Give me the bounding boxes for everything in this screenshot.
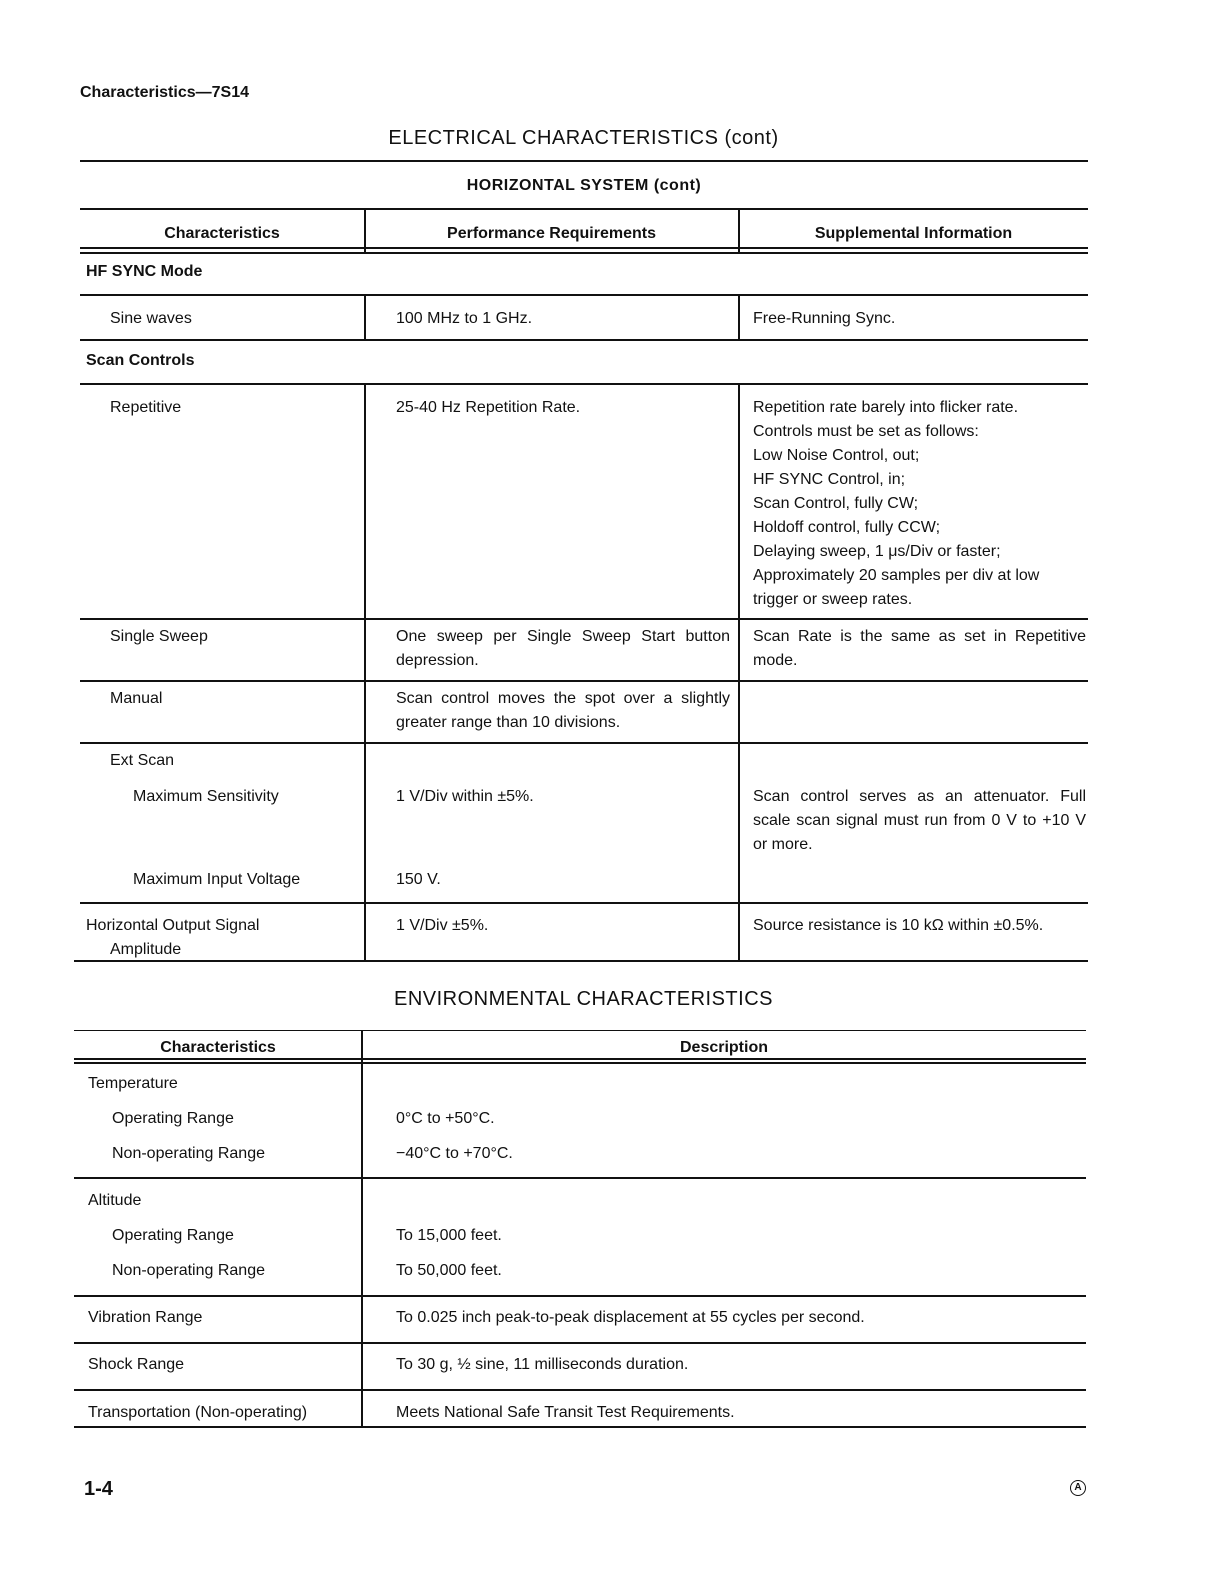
row-max-sensitivity-char: Maximum Sensitivity (133, 788, 279, 805)
transportation-value: Meets National Safe Transit Test Requirements. (396, 1404, 735, 1421)
page-number: 1-4 (84, 1478, 113, 1500)
temperature-label: Temperature (88, 1075, 178, 1092)
column-rule (738, 294, 740, 340)
row-single-sweep-supp: Scan Rate is the same as set in Repetitive mode. (753, 628, 1086, 669)
table-rule (74, 1295, 1086, 1297)
row-sine-waves-perf: 100 MHz to 1 GHz. (396, 310, 533, 327)
table-rule (80, 294, 1088, 296)
row-repetitive-char: Repetitive (110, 399, 182, 416)
row-single-sweep-char: Single Sweep (110, 628, 208, 645)
column-rule (361, 1030, 363, 1427)
column-rule (738, 208, 740, 253)
altitude-nonoperating-value: To 50,000 feet. (396, 1262, 502, 1279)
supp-line: Approximately 20 samples per div at low (753, 567, 1040, 584)
table-rule (80, 618, 1088, 620)
temperature-nonoperating-value: −40°C to +70°C. (396, 1145, 513, 1162)
revision-mark-icon: A (1070, 1480, 1086, 1496)
supp-line: Delaying sweep, 1 μs/Div or faster; (753, 543, 1001, 560)
column-header-characteristics: Characteristics (160, 1039, 276, 1056)
column-header-characteristics: Characteristics (164, 225, 280, 242)
shock-label: Shock Range (88, 1356, 185, 1373)
supp-line: Holdoff control, fully CCW; (753, 519, 941, 536)
temperature-operating-label: Operating Range (112, 1110, 234, 1127)
table-rule (80, 680, 1088, 682)
group-label-scan-controls: Scan Controls (86, 352, 195, 369)
column-header-performance: Performance Requirements (447, 225, 656, 242)
row-max-input-voltage-char: Maximum Input Voltage (133, 871, 301, 888)
column-rule (364, 383, 366, 961)
row-single-sweep-perf: One sweep per Single Sweep Start button depression. (396, 628, 730, 669)
vibration-value: To 0.025 inch peak-to-peak displacement at 55 cycles per second. (396, 1309, 865, 1326)
table-rule (74, 960, 1088, 962)
row-sine-waves-supp: Free-Running Sync. (753, 310, 896, 327)
supp-line: Controls must be set as follows: (753, 423, 979, 440)
table-rule (74, 1058, 1086, 1060)
shock-value: To 30 g, ½ sine, 11 milliseconds duration. (396, 1356, 689, 1373)
table-rule (80, 252, 1088, 254)
char-line: Horizontal Output Signal (86, 917, 260, 934)
table-rule (80, 383, 1088, 385)
altitude-operating-value: To 15,000 feet. (396, 1227, 502, 1244)
vibration-label: Vibration Range (88, 1309, 203, 1326)
group-label-hf-sync: HF SYNC Mode (86, 263, 203, 280)
divider (80, 160, 1088, 162)
table-rule (74, 1426, 1086, 1428)
table-rule (74, 1030, 1086, 1031)
column-header-supplemental: Supplemental Information (814, 225, 1013, 242)
table-rule (74, 1389, 1086, 1391)
row-horiz-output-perf: 1 V/Div ±5%. (396, 917, 489, 934)
supp-line: Repetition rate barely into flicker rate. (753, 399, 1019, 416)
column-rule (364, 208, 366, 253)
table-rule (80, 902, 1088, 904)
electrical-characteristics-title: ELECTRICAL CHARACTERISTICS (cont) (388, 127, 779, 149)
row-repetitive-supp (753, 396, 1087, 612)
table-rule (74, 1177, 1086, 1179)
altitude-nonoperating-label: Non-operating Range (112, 1262, 265, 1279)
table-rule (80, 339, 1088, 341)
row-sine-waves-char: Sine waves (110, 310, 192, 327)
column-rule (364, 294, 366, 340)
table-rule (74, 1342, 1086, 1344)
row-horiz-output-char (86, 914, 259, 962)
table-rule (80, 247, 1088, 249)
table-rule (80, 208, 1088, 210)
row-horiz-output-supp: Source resistance is 10 kΩ within ±0.5%. (753, 917, 1044, 934)
table-rule (74, 1062, 1086, 1064)
column-header-description: Description (679, 1039, 768, 1056)
supp-line: Low Noise Control, out; (753, 447, 920, 464)
column-rule (738, 383, 740, 961)
row-max-sensitivity-perf: 1 V/Div within ±5%. (396, 788, 534, 805)
table-rule (80, 742, 1088, 744)
row-max-sensitivity-supp: Scan control serves as an attenuator. Full scale scan signal must run from 0 V to +10 V or more. (753, 788, 1086, 853)
horizontal-system-title: HORIZONTAL SYSTEM (cont) (466, 177, 702, 194)
environmental-characteristics-title: ENVIRONMENTAL CHARACTERISTICS (394, 988, 773, 1010)
row-manual-char: Manual (110, 690, 163, 707)
temperature-operating-value: 0°C to +50°C. (396, 1110, 495, 1127)
row-ext-scan-char: Ext Scan (110, 752, 175, 769)
supp-line: Scan Control, fully CW; (753, 495, 919, 512)
supp-line: HF SYNC Control, in; (753, 471, 906, 488)
row-max-input-voltage-perf: 150 V. (396, 871, 441, 888)
row-repetitive-perf: 25-40 Hz Repetition Rate. (396, 399, 581, 416)
altitude-operating-label: Operating Range (112, 1227, 234, 1244)
temperature-nonoperating-label: Non-operating Range (112, 1145, 265, 1162)
row-manual-perf: Scan control moves the spot over a slightly greater range than 10 divisions. (396, 690, 730, 731)
char-line: Amplitude (110, 941, 182, 958)
altitude-label: Altitude (88, 1192, 142, 1209)
supp-line: trigger or sweep rates. (753, 591, 913, 608)
running-head: Characteristics—7S14 (80, 84, 249, 101)
transportation-label: Transportation (Non-operating) (88, 1404, 308, 1421)
